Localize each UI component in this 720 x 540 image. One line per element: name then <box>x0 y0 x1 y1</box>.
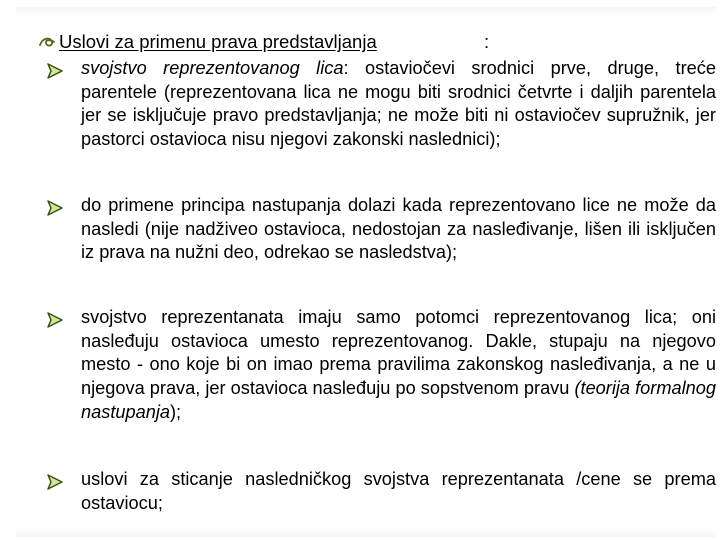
list-item-body: do primene principa nastupanja dolazi kada reprezentovano lice ne može da nasledi (nije nadživeo ostavioca, nedostojan za nasleđivanje, lišen ili isključen iz prava na nužni deo, odrekao se nasledstva); <box>81 195 716 263</box>
arrow-bullet-icon <box>46 200 64 216</box>
list-item-lead: svojstvo reprezentovanog lica <box>81 58 344 78</box>
list-item <box>46 57 716 152</box>
list-item-body: : ostaviočevi srodnici prve, druge, treće parentele (reprezentovana lica ne mogu biti srodnici četvrte i daljih parentela jer se isključuje pravo predstavljanja; ne može biti ni ostaviočev supružnik, jer pastorci ostavioca nisu njegovi zakonski naslednici); <box>81 58 716 150</box>
arrow-bullet-icon <box>46 63 64 79</box>
slide <box>16 7 716 537</box>
heading-colon: : <box>484 31 490 52</box>
list-item-tail: ); <box>170 401 182 422</box>
list-item-text <box>46 468 716 515</box>
list-item <box>46 306 716 425</box>
arrow-bullet-icon <box>46 312 64 328</box>
list-item <box>46 468 716 515</box>
arrow-bullet-icon <box>46 474 64 490</box>
list-item <box>46 194 716 265</box>
curl-bullet-icon <box>39 35 55 49</box>
list-item-body: uslovi za sticanje nasledničkog svojstva reprezentanata /cene se prema ostaviocu; <box>81 469 716 513</box>
list-item-emphasis: (teorija formalnog nastupanja <box>81 378 716 422</box>
list-item-text <box>46 57 716 152</box>
list-item-text <box>46 194 716 265</box>
heading-title: Uslovi za primenu prava predstavljanja <box>59 31 377 52</box>
list-item-body: svojstvo reprezentanata imaju samo potomci reprezentovanog lica; oni nasleđuju ostavioca umesto reprezentovanog. Dakle, stupaju na njegovo mesto - ono koje bi on imao prema pravilima zakonskog nasleđivanja, a ne u njegova prava, jer ostavioca nasleđuju po sopstvenom pravu <box>81 307 716 399</box>
list-item-text <box>46 306 716 425</box>
